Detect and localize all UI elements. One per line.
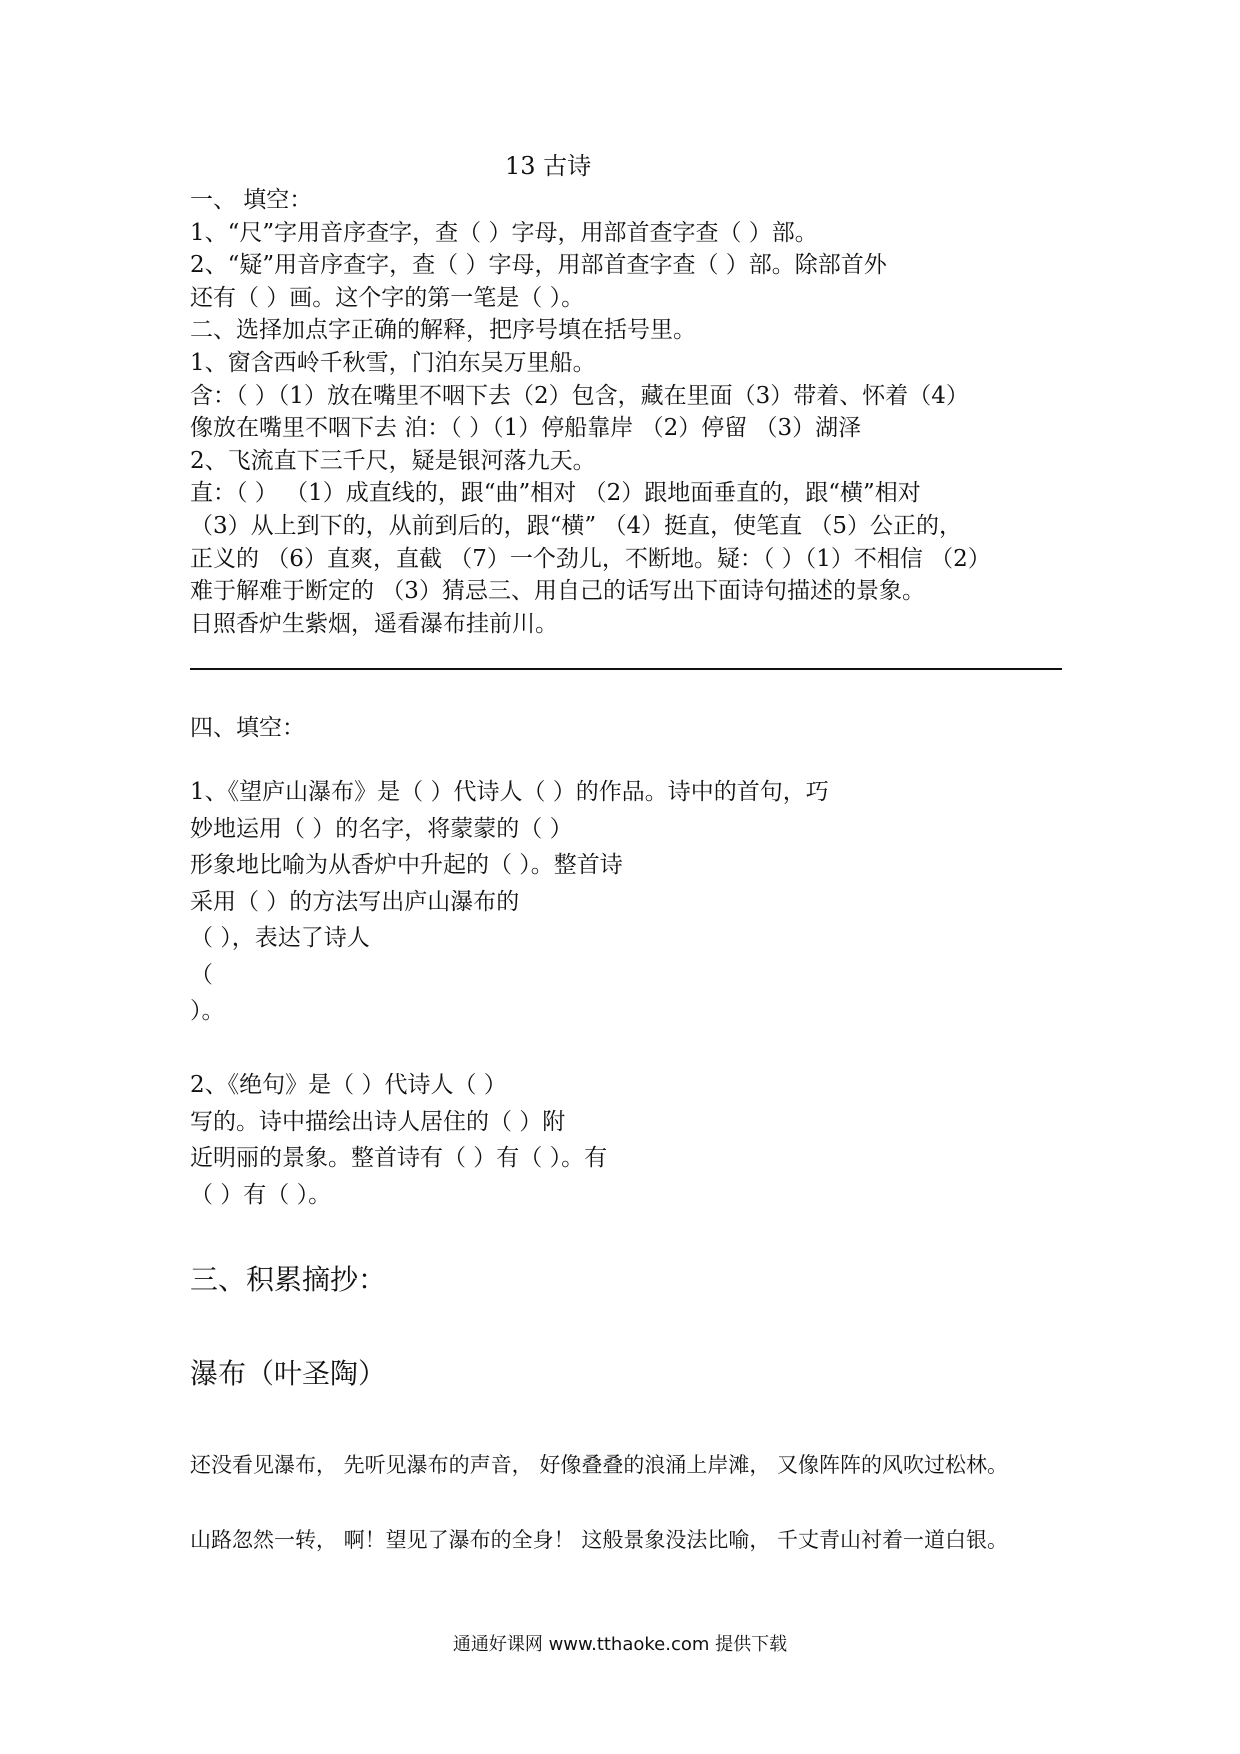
article-title: 瀑布（叶圣陶） bbox=[190, 1357, 387, 1390]
footer-credit: 通通好课网 www.tthaoke.com 提供下载 bbox=[452, 1634, 788, 1655]
section2-heading: 二、选择加点字正确的解释，把序号填在括号里。 bbox=[190, 317, 696, 344]
section1-q2-line1: 2、“疑”用音序查字，查（ ）字母，用部首查字查（ ）部。除部首外 bbox=[190, 252, 887, 279]
section4-q2-line3: 近明丽的景象。整首诗有（ ）有（ ）。有 bbox=[190, 1145, 608, 1171]
section4-q1-line6: （ bbox=[190, 961, 213, 988]
section2-q2-line2: （3）从上到下的，从前到后的，跟“横” （4）挺直，使笔直 （5）公正的， bbox=[190, 512, 963, 539]
section1-heading: 一、 填空： bbox=[190, 187, 313, 213]
section3-heading: 三、积累摘抄： bbox=[190, 1263, 387, 1296]
answer-line bbox=[190, 668, 1062, 670]
section4-q2-line2: 写的。诗中描绘出诗人居住的（ ）附 bbox=[190, 1108, 566, 1135]
section4-heading-block bbox=[190, 710, 1062, 747]
section4-q2 bbox=[190, 1067, 1062, 1213]
section1-q1: 1、“尺”字用音序查字，查（ ）字母，用部首查字查（ ）部。 bbox=[190, 219, 818, 246]
article-paragraph-1: 还没看见瀑布， 先听见瀑布的声音， 好像叠叠的浪涌上岸滩， 又像阵阵的风吹过松林。 bbox=[190, 1453, 1009, 1477]
section4-q2-line1: 2、《绝句》是（ ）代诗人（ ） bbox=[190, 1072, 507, 1098]
section4-q1-line5: （ ），表达了诗人 bbox=[190, 925, 370, 951]
section4-q1-line1: 1、《望庐山瀑布》是（ ）代诗人（ ）的作品。诗中的首句，巧 bbox=[190, 779, 829, 805]
section2-q2-line1: 直：（ ） （1）成直线的，跟“曲”相对 （2）跟地面垂直的，跟“横”相对 bbox=[190, 480, 921, 507]
section2-q2-line3: 正义的 （6）直爽，直截 （7）一个劲儿，不断地。疑：（ ）（1）不相信 （2） bbox=[190, 545, 991, 572]
section2-q1-line2: 像放在嘴里不咽下去 泊：（ ）（1）停船靠岸 （2）停留 （3）湖泽 bbox=[190, 415, 862, 442]
section2-q2-poem: 2、飞流直下三千尺，疑是银河落九天。 bbox=[190, 447, 596, 474]
section2-q1-line1: 含：（ ）（1）放在嘴里不咽下去（2）包含，藏在里面（3）带着、怀着（4） bbox=[190, 382, 969, 409]
sections-1-2 bbox=[190, 184, 1062, 640]
page-title: 13 古诗 bbox=[505, 152, 592, 180]
section4-q1-line2: 妙地运用（ ）的名字，将蒙蒙的（ ） bbox=[190, 815, 573, 842]
section4-q1-line3: 形象地比喻为从香炉中升起的（ ）。整首诗 bbox=[190, 852, 623, 878]
section2-q1-poem: 1、窗含西岭千秋雪，门泊东吴万里船。 bbox=[190, 349, 596, 376]
section2-q2-line4: 难于解难于断定的 （3）猜忌三、用自己的话写出下面诗句描述的景象。 bbox=[190, 578, 925, 605]
section4-q1-line7: ）。 bbox=[190, 998, 225, 1024]
section4-q1-line4: 采用（ ）的方法写出庐山瀑布的 bbox=[190, 888, 520, 915]
section4-heading: 四、填空： bbox=[190, 715, 305, 741]
section2-q3-poem: 日照香炉生紫烟，遥看瀑布挂前川。 bbox=[190, 610, 558, 637]
section1-q2-line2: 还有（ ）画。这个字的第一笔是（ ）。 bbox=[190, 284, 585, 311]
article-paragraph-2: 山路忽然一转， 啊！望见了瀑布的全身！ 这般景象没法比喻， 千丈青山衬着一道白银。 bbox=[190, 1528, 1009, 1552]
section4-q1 bbox=[190, 774, 1062, 1030]
section4-q2-line4: （ ）有（ ）。 bbox=[190, 1181, 332, 1208]
